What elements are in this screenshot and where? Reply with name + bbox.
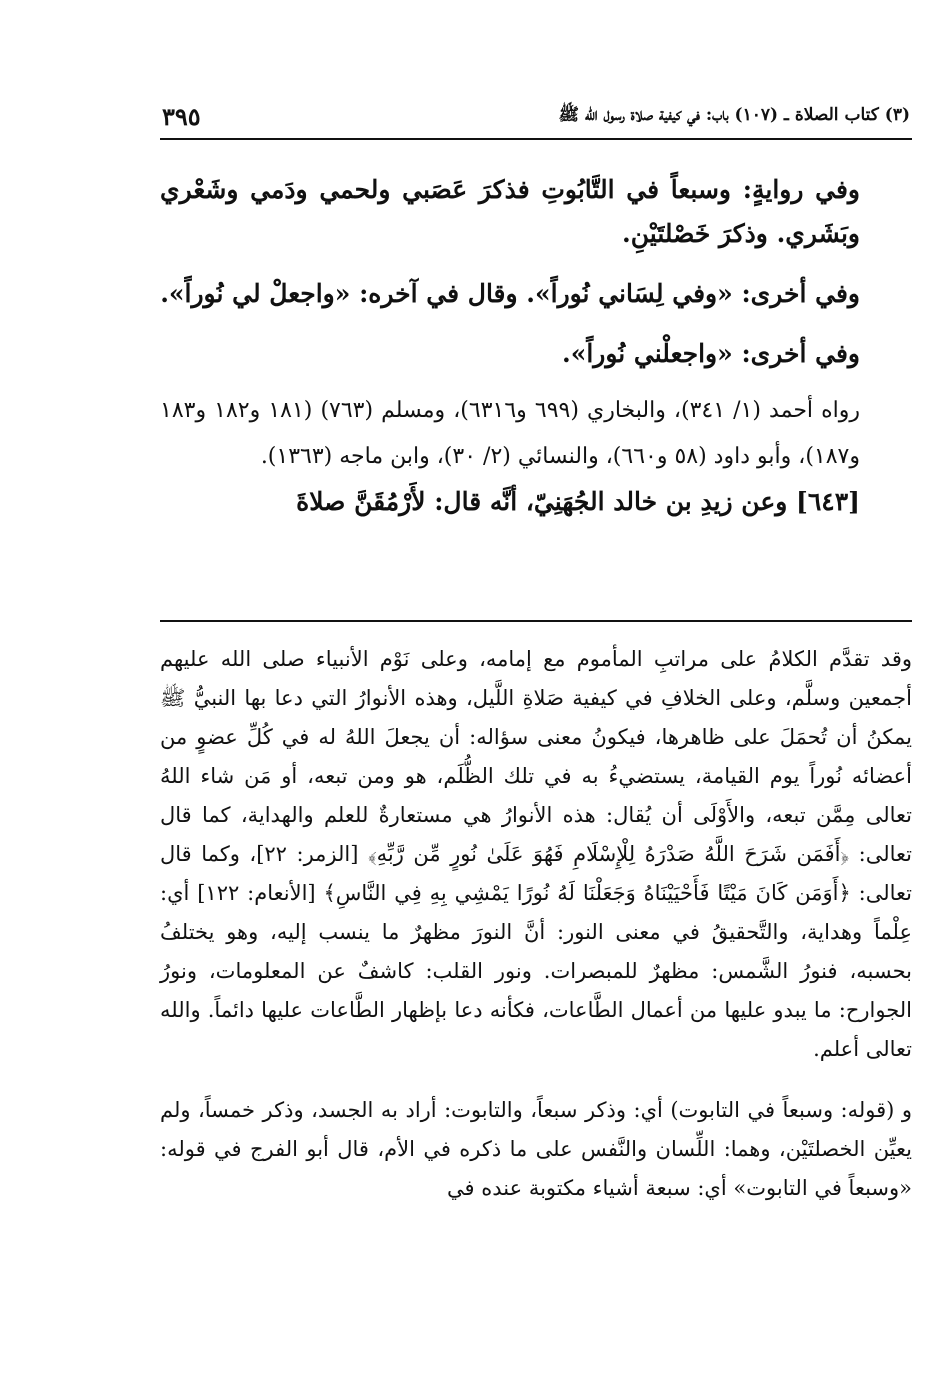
hadith-citation: رواه أحمد (١/ ٣٤١)، والبخاري (٦٩٩ و٦٣١٦)، ومسلم (٧٦٣) (١٨١ و١٨٢ و١٨٣ و١٨٧)، وأبو داود (٥٨ و٦٦٠)، والنسائي (٢/ ٣٠)، وابن ماجه (١٣٦٣).: [160, 398, 861, 469]
hadith-paragraph: وفي روايةٍ: وسبعاً في التَّابُوتِ فذكرَ عَصَبي ولحمي ودَمي وشَعْري وبَشَري. وذكرَ خَصْلتَيْنِ.: [160, 175, 860, 248]
hadith-paragraph: وفي أخرى: «واجعلْني نُوراً».: [562, 339, 860, 368]
running-header: [160, 102, 910, 136]
page-number: ٣٩٥: [162, 102, 201, 131]
chapter-title: (٣) كتاب الصلاة ـ (١٠٧) باب: في كيفية صلاة رسول الله ﷺ: [558, 105, 910, 125]
hadith-paragraph: [٦٤٣] وعن زيدِ بن خالد الجُهَنِيّ، أنَّه قال: لأَرْمُقَنَّ صلاةَ: [296, 487, 860, 516]
hadith-text: [160, 168, 860, 524]
commentary-paragraph: و (قوله: وسبعاً في التابوت) أي: وذكر سبعاً، والتابوت: أراد به الجسد، وذكر خمساً، ولم يعيِّن الخصلتَيْن، وهما: اللِّسان والنَّفس على ما ذكره في الأم، قال أبو الفرج في قوله: «وسبعاً في التابوت» أي: سبعة أشياء مكتوبة عنده في: [160, 1098, 912, 1200]
commentary-text: [160, 640, 912, 1208]
hadith-paragraph: وفي أخرى: «وفي لِسَاني نُوراً». وقال في آخره: «واجعلْ لي نُوراً».: [160, 279, 860, 308]
header-divider: [160, 138, 912, 140]
commentary-divider: [160, 620, 912, 622]
commentary-paragraph: وقد تقدَّم الكلامُ على مراتبِ المأموم مع إمامه، وعلى نَوْم الأنبياء صلى الله عليهم أجمعين وسلَّم، وعلى الخلافِ في كيفية صَلاةِ اللَّيل، وهذه الأنوارُ التي دعا بها النبيُّ ﷺ يمكنُ أن تُحمَلَ على ظاهرها، فيكونُ معنى سؤاله: أن يجعلَ اللهُ له في كُلِّ عضوٍ من أعضائه نُوراً يوم القيامة، يستضيءُ به في تلك الظُّلَم، هو ومن تبعه، أو مَن شاء اللهُ تعالى مِمَّن تبعه، والأَوْلَى أن يُقال: هذه الأنوارُ هي مستعارةٌ للعلم والهداية، كما قال تعالى: ﴿أَفَمَن شَرَحَ اللَّهُ صَدْرَهُ لِلْإِسْلَامِ فَهُوَ عَلَىٰ نُورٍ مِّن رَّبِّهِ﴾ [الزمر: ٢٢]، وكما قال تعالى: ﴿أَوَمَن كَانَ مَيْتًا فَأَحْيَيْنَاهُ وَجَعَلْنَا لَهُ نُورًا يَمْشِي بِهِ فِي النَّاسِ﴾ [الأنعام: ١٢٢] أي: عِلْماً وهداية، والتَّحقيقُ في معنى النور: أنَّ النورَ مظهرٌ ما ينسب إليه، وهو يختلفُ بحسبه، فنورُ الشَّمس: مظهرٌ للمبصرات. ونور القلب: كاشفٌ عن المعلومات، ونورُ الجوارح: ما يبدو عليها من أعمال الطَّاعات، فكأنه دعا بإظهار الطَّاعات عليها دائماً. والله تعالى أعلم.: [160, 647, 913, 1061]
